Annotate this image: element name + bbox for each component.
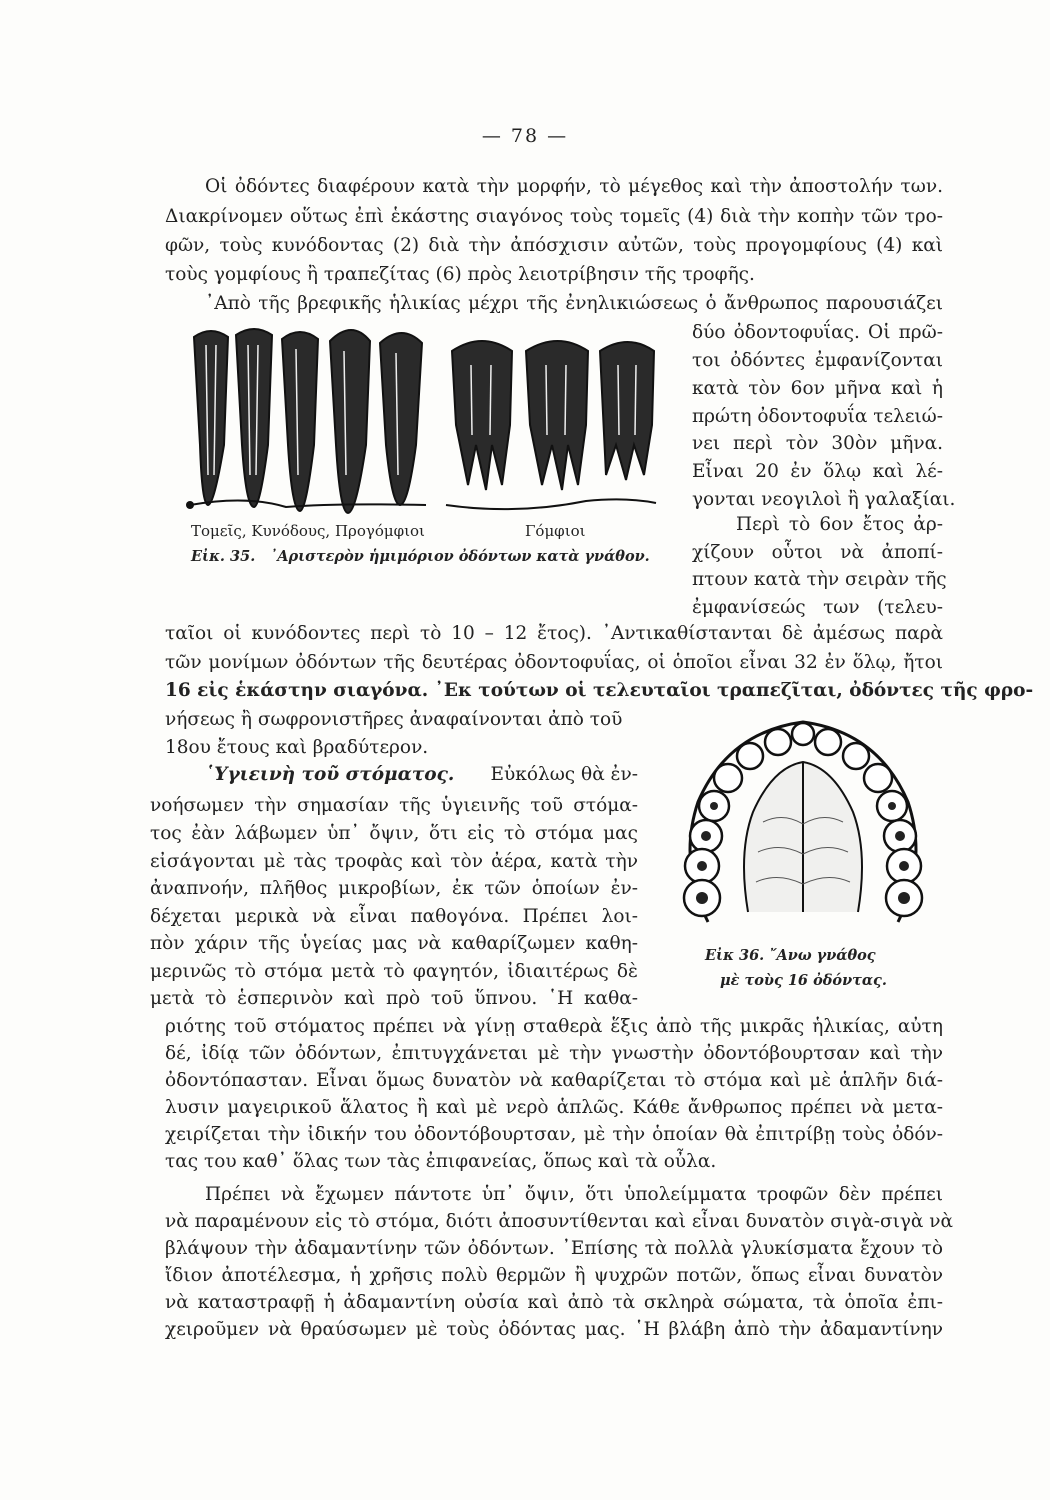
teeth-illustration <box>186 325 666 525</box>
text-line: νὰ παραμένουν εἰς τὸ στόμα, διότι ἀποσυντίθενται καὶ εἶναι δυνατὸν σιγὰ-σιγὰ νὰ <box>165 1211 954 1232</box>
text-line: μετὰ τὸ ἑσπερινὸν καὶ πρὸ τοῦ ὕπνου. ῾Η καθα- <box>150 988 638 1009</box>
text-line: πὸν χάριν τῆς ὑγείας μας νὰ καθαρίζωμεν καθη- <box>150 933 638 954</box>
text-line: τῶν μονίμων ὀδόντων τῆς δευτέρας ὀδοντοφυΐας, οἱ ὁποῖοι εἶναι 32 ἐν ὅλῳ, ἤτοι <box>165 652 943 673</box>
text-line: τας του καθ᾿ ὅλας των τὰς ἐπιφανείας, ὅπως καὶ τὰ οὖλα. <box>165 1151 717 1172</box>
figure-label-right: Γόμφιοι <box>525 522 586 540</box>
text-line: Εἶναι 20 ἐν ὅλῳ καὶ λέ- <box>692 461 943 482</box>
text-line: εἰσάγονται μὲ τὰς τροφὰς καὶ τὸν ἀέρα, κατὰ τὴν <box>150 851 638 872</box>
text-line: τοὺς γομφίους ἢ τραπεζίτας (6) πρὸς λειοτρίβησιν τῆς τροφῆς. <box>165 264 755 285</box>
text-line: νει περὶ τὸν 30ὸν μῆνα. <box>692 433 943 454</box>
text-line: ἀναπνοήν, πλῆθος μικροβίων, ἐκ τῶν ὁποίων ἐν- <box>150 878 638 899</box>
text-line: γονται νεογιλοὶ ἢ γαλαξίαι. <box>692 489 956 510</box>
text-line: Πρέπει νὰ ἔχωμεν πάντοτε ὑπ᾿ ὄψιν, ὅτι ὑπολείμματα τροφῶν δὲν πρέπει <box>205 1184 943 1205</box>
figure-caption-line1: Εἰκ 36. ῎Ανω γνάθος <box>705 947 876 964</box>
text-line: λυσιν μαγειρικοῦ ἅλατος ἢ καὶ μὲ νερὸ ἁπλῶς. Κάθε ἄνθρωπος πρέπει νὰ μετα- <box>165 1097 943 1118</box>
text-line: πτουν κατὰ τὴν σειρὰν τῆς <box>692 569 947 590</box>
text-line: ὀδοντόπασταν. Εἶναι ὅμως δυνατὸν νὰ καθαρίζεται τὸ στόμα καὶ μὲ ἁπλῆν διά- <box>165 1070 943 1091</box>
text-line: δέ, ἰδίᾳ τῶν ὀδόντων, ἐπιτυγχάνεται μὲ τὴν γνωστὴν ὀδοντόβουρτσαν καὶ τὴν <box>165 1043 943 1064</box>
text-line: νοήσωμεν τὴν σημασίαν τῆς ὑγιεινῆς τοῦ στόμα- <box>150 795 638 816</box>
text-line: βλάψουν τὴν ἀδαμαντίνην τῶν ὀδόντων. ᾿Επίσης τὰ πολλὰ γλυκίσματα ἔχουν τὸ <box>165 1238 943 1259</box>
figure-caption-line2: μὲ τοὺς 16 ὀδόντας. <box>720 972 887 989</box>
text-line: χίζουν οὗτοι νὰ ἀποπί- <box>692 542 943 563</box>
text-line: νὰ καταστραφῇ ἡ ἀδαμαντίνη οὐσία καὶ ἀπὸ τὰ σκληρὰ σώματα, τὰ ὁποῖα ἐπι- <box>165 1292 943 1313</box>
upper-jaw-illustration <box>668 712 938 937</box>
text-line: ᾿Απὸ τῆς βρεφικῆς ἡλικίας μέχρι τῆς ἐνηλικιώσεως ὁ ἄνθρωπος παρουσιάζει <box>205 293 943 314</box>
text-line: Εὐκόλως θὰ ἐν- <box>490 764 638 785</box>
text-line: πρώτη ὀδοντοφυΐα τελειώ- <box>692 406 943 427</box>
figure-caption: ᾿Αριστερὸν ἡμιμόριον ὀδόντων κατὰ γνάθον. <box>270 548 650 565</box>
text-line: κατὰ τὸν 6ον μῆνα καὶ ἡ <box>692 378 943 399</box>
text-line: μερινῶς τὸ στόμα μετὰ τὸ φαγητόν, ἰδιαιτέρως δὲ <box>150 961 638 982</box>
text-line: Περὶ τὸ 6ον ἔτος ἀρ- <box>736 514 943 535</box>
text-line: τος ἐὰν λάβωμεν ὑπ᾿ ὄψιν, ὅτι εἰς τὸ στόμα μας <box>150 823 638 844</box>
text-line: χειροῦμεν νὰ θραύσωμεν μὲ τοὺς ὀδόντας μας. ῾Η βλάβη ἀπὸ τὴν ἀδαμαντίνην <box>165 1319 943 1340</box>
text-line: δύο ὀδοντοφυΐας. Οἱ πρῶ- <box>692 322 943 343</box>
text-line: 18ου ἔτους καὶ βραδύτερον. <box>165 737 429 758</box>
text-line: τοι ὀδόντες ἐμφανίζονται <box>692 350 943 371</box>
section-title: ῾Υγιεινὴ τοῦ στόματος. <box>205 764 455 785</box>
text-line: ριότης τοῦ στόματος πρέπει νὰ γίνῃ σταθερὰ ἕξις ἀπὸ τῆς μικρᾶς ἡλικίας, αὐτη <box>165 1016 943 1037</box>
figure-caption-number: Εἰκ. 35. <box>191 548 256 565</box>
figure-label-left: Τομεῖς, Κυνόδους, Προγόμφιοι <box>191 522 425 540</box>
text-line: 16 εἰς ἑκάστην σιαγόνα. ᾿Εκ τούτων οἱ τελευταῖοι τραπεζῖται, ὀδόντες τῆς φρο- <box>165 680 1034 701</box>
text-line: ταῖοι οἱ κυνόδοντες περὶ τὸ 10 – 12 ἔτος). ᾿Αντικαθίστανται δὲ ἀμέσως παρὰ <box>165 623 943 644</box>
text-line: φῶν, τοὺς κυνόδοντας (2) διὰ τὴν ἀπόσχισιν αὐτῶν, τοὺς προγομφίους (4) καὶ <box>165 235 943 256</box>
text-line: ἐμφανίσεώς των (τελευ- <box>692 597 943 618</box>
text-line: Διακρίνομεν οὕτως ἐπὶ ἑκάστης σιαγόνος τοὺς τομεῖς (4) διὰ τὴν κοπὴν τῶν τρο- <box>165 206 943 227</box>
text-line: χειρίζεται τὴν ἰδικήν του ὀδοντόβουρτσαν, μὲ τὴν ὁποίαν θὰ ἐπιτρίβῃ τοὺς ὀδόν- <box>165 1124 943 1145</box>
text-line: Οἱ ὀδόντες διαφέρουν κατὰ τὴν μορφήν, τὸ μέγεθος καὶ τὴν ἀποστολήν των. <box>205 176 943 197</box>
text-line: ἴδιον ἀποτέλεσμα, ἡ χρῆσις πολὺ θερμῶν ἢ ψυχρῶν ποτῶν, ὅπως εἶναι δυνατὸν <box>165 1265 943 1286</box>
text-line: νήσεως ἢ σωφρονιστῆρες ἀναφαίνονται ἀπὸ τοῦ <box>165 709 623 730</box>
page-number: — 78 — <box>481 125 569 147</box>
text-line: δέχεται μερικὰ νὰ εἶναι παθογόνα. Πρέπει λοι- <box>150 906 638 927</box>
